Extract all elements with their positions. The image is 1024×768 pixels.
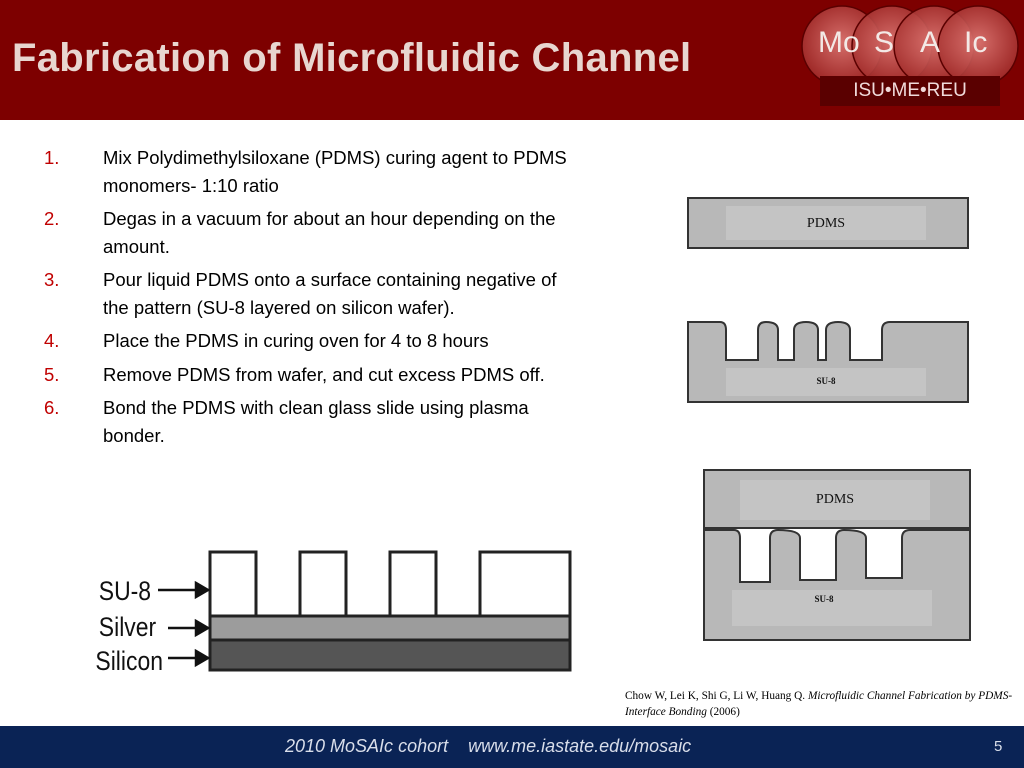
label-silver: Silver: [98, 612, 157, 643]
su8-pillars: [210, 552, 570, 616]
step-text: Bond the PDMS with clean glass slide using plasma bonder.: [103, 397, 529, 446]
step-number: 1.: [44, 147, 60, 168]
citation-title: Microfluidic Channel Fabrication by PDMS-Interface Bonding: [625, 690, 1013, 718]
title-bar: [0, 0, 1024, 120]
pdms-block-figure: [686, 196, 972, 252]
step-text: Pour liquid PDMS onto a surface containing negative of the pattern (SU-8 layered on silicon wafer).: [103, 269, 557, 318]
step-number: 5.: [44, 363, 60, 385]
step-item: [44, 361, 584, 389]
label-silicon: Silicon: [95, 646, 163, 677]
step-item: [44, 266, 584, 321]
step-text: Degas in a vacuum for about an hour depending on the amount.: [103, 208, 556, 257]
footer-bar: [0, 726, 1024, 768]
pdms-top-label: PDMS: [815, 492, 855, 507]
pointer-arrows: [158, 583, 208, 665]
pdms-on-su8-figure: [702, 468, 974, 644]
logo-letter: A: [920, 26, 941, 59]
layer-diagram: [92, 540, 582, 680]
step-number: 6.: [44, 397, 60, 418]
step-item: [44, 205, 584, 260]
step-item: [44, 327, 584, 355]
citation-year: (2006): [709, 706, 740, 718]
su8-label: SU-8: [816, 376, 836, 386]
silicon-layer: [210, 640, 570, 670]
su8-bottom-label: SU-8: [814, 594, 834, 604]
logo-letter: Ic: [964, 26, 988, 59]
mosaic-logo: [800, 4, 1022, 112]
step-number: 2.: [44, 208, 60, 229]
step-item: [44, 394, 584, 449]
fabrication-steps: [44, 144, 584, 455]
su8-mold-figure: [686, 318, 972, 406]
step-number: 3.: [44, 269, 60, 290]
logo-letter: S: [874, 26, 895, 59]
pdms-label: PDMS: [806, 216, 846, 231]
citation-authors: Chow W, Lei K, Shi G, Li W, Huang Q.: [625, 690, 806, 702]
logo-tagline: ISU•ME•REU: [820, 76, 1000, 106]
step-item: [44, 144, 584, 199]
step-text: Mix Polydimethylsiloxane (PDMS) curing agent to PDMS monomers- 1:10 ratio: [103, 147, 567, 196]
logo-letters: [814, 26, 1014, 66]
page-number: 5: [994, 738, 1003, 755]
logo-letter: Mo: [818, 26, 860, 59]
label-su8: SU-8: [98, 576, 152, 607]
step-text: Place the PDMS in curing oven for 4 to 8 hours: [103, 330, 489, 351]
step-number: 4.: [44, 330, 60, 351]
silver-layer: [210, 616, 570, 640]
footer-text: 2010 MoSAIc cohort www.me.iastate.edu/mosaic: [285, 736, 692, 756]
step-text: Remove PDMS from wafer, and cut excess PDMS off.: [103, 363, 545, 385]
citation: [625, 688, 1020, 720]
slide-title: Fabrication of Microfluidic Channel: [12, 36, 692, 80]
